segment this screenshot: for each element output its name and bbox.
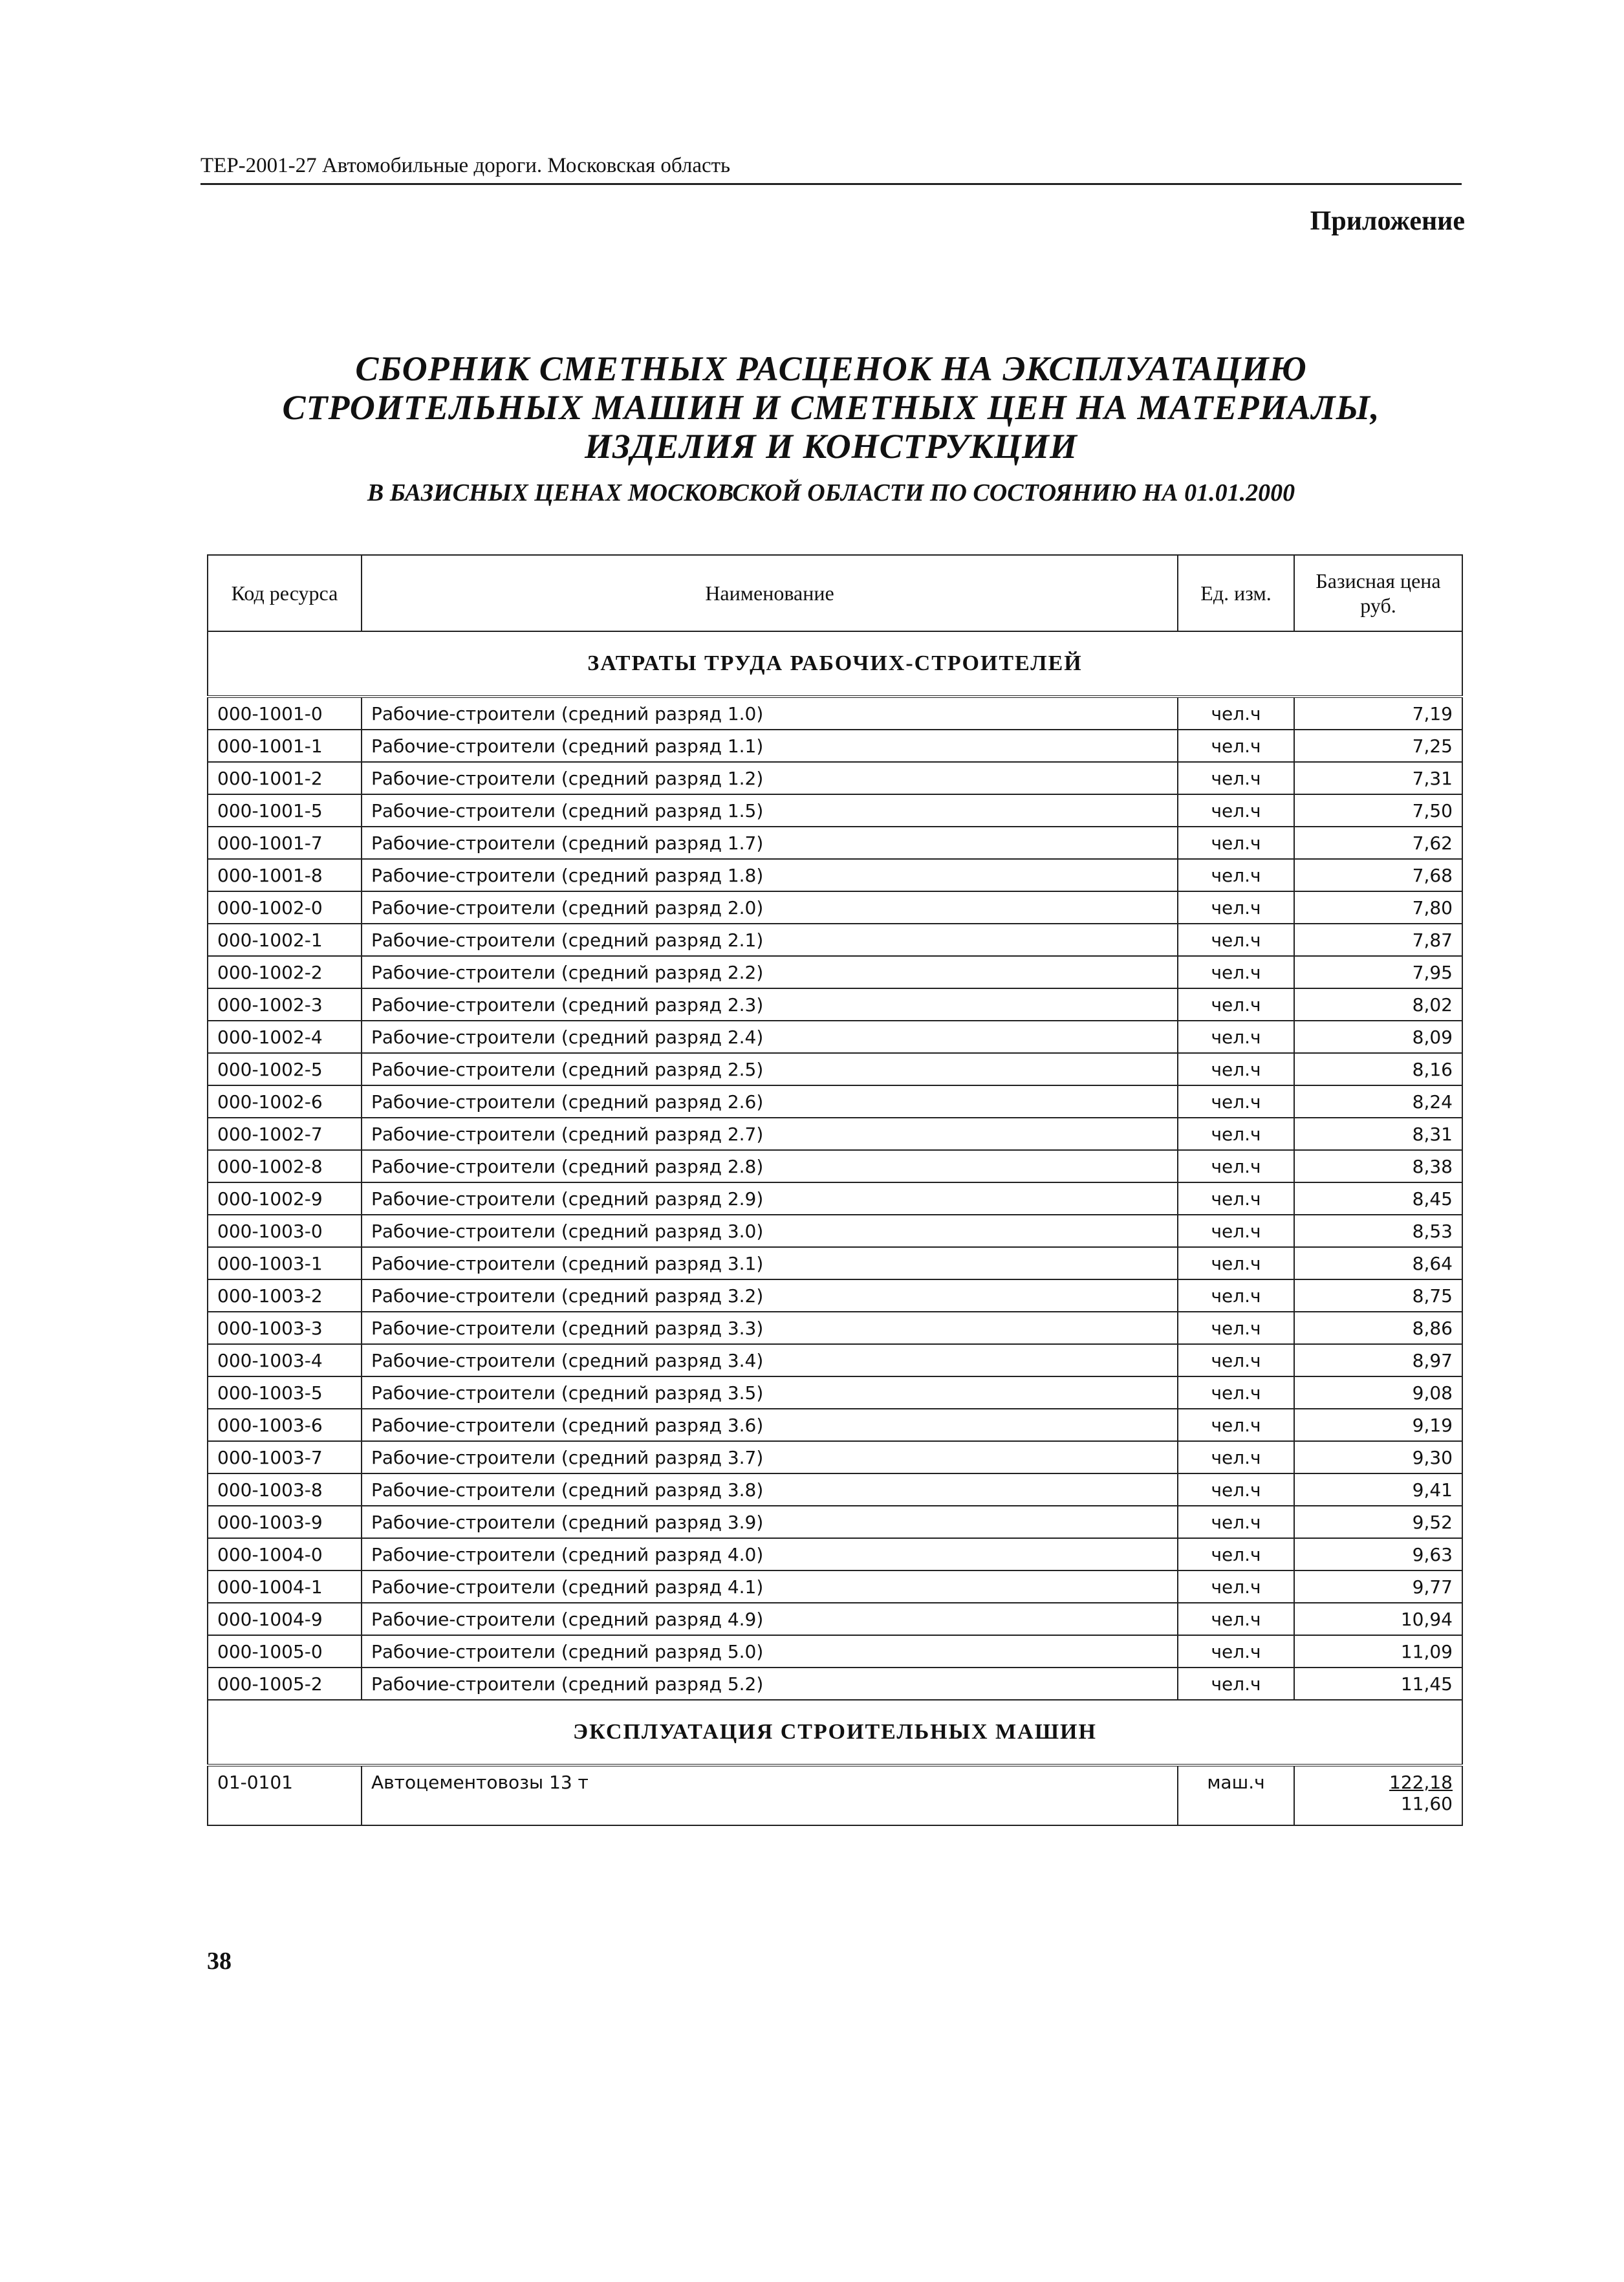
resource-unit: чел.ч bbox=[1178, 1441, 1294, 1473]
resource-name: Рабочие-строители (средний разряд 1.5) bbox=[362, 794, 1178, 827]
resource-name: Рабочие-строители (средний разряд 3.6) bbox=[362, 1409, 1178, 1441]
appendix-label: Приложение bbox=[1310, 206, 1465, 236]
resource-unit: чел.ч bbox=[1178, 730, 1294, 762]
resource-price: 8,24 bbox=[1294, 1085, 1462, 1118]
table-row bbox=[208, 1279, 1462, 1312]
table-row bbox=[208, 1344, 1462, 1376]
resource-code: 000-1005-0 bbox=[208, 1635, 362, 1668]
resource-code: 000-1003-7 bbox=[208, 1441, 362, 1473]
table-row bbox=[208, 1021, 1462, 1053]
table-row bbox=[208, 1085, 1462, 1118]
table-header-row bbox=[208, 555, 1462, 631]
section-machines-title: ЭКСПЛУАТАЦИЯ СТРОИТЕЛЬНЫХ МАШИН bbox=[208, 1700, 1462, 1765]
table-row bbox=[208, 1182, 1462, 1215]
resource-unit: чел.ч bbox=[1178, 794, 1294, 827]
resource-code: 000-1002-4 bbox=[208, 1021, 362, 1053]
resource-unit: чел.ч bbox=[1178, 1603, 1294, 1635]
resource-price: 9,52 bbox=[1294, 1506, 1462, 1538]
resource-name: Рабочие-строители (средний разряд 3.0) bbox=[362, 1215, 1178, 1247]
resource-name: Автоцементовозы 13 т bbox=[362, 1765, 1178, 1825]
resource-unit: чел.ч bbox=[1178, 988, 1294, 1021]
resource-name: Рабочие-строители (средний разряд 2.7) bbox=[362, 1118, 1178, 1150]
resource-name: Рабочие-строители (средний разряд 3.3) bbox=[362, 1312, 1178, 1344]
resource-price: 8,02 bbox=[1294, 988, 1462, 1021]
resource-code: 000-1002-0 bbox=[208, 891, 362, 924]
resource-unit: чел.ч bbox=[1178, 1085, 1294, 1118]
resource-code: 000-1002-6 bbox=[208, 1085, 362, 1118]
resource-code: 000-1003-5 bbox=[208, 1376, 362, 1409]
resource-price: 7,80 bbox=[1294, 891, 1462, 924]
header-code: Код ресурса bbox=[208, 555, 362, 631]
table-row bbox=[208, 1312, 1462, 1344]
resource-price: 9,77 bbox=[1294, 1570, 1462, 1603]
resource-name: Рабочие-строители (средний разряд 2.4) bbox=[362, 1021, 1178, 1053]
resource-name: Рабочие-строители (средний разряд 3.1) bbox=[362, 1247, 1178, 1279]
resource-code: 000-1004-9 bbox=[208, 1603, 362, 1635]
resource-code: 000-1003-2 bbox=[208, 1279, 362, 1312]
resource-code: 000-1001-0 bbox=[208, 697, 362, 730]
resource-name: Рабочие-строители (средний разряд 2.9) bbox=[362, 1182, 1178, 1215]
resource-price: 11,45 bbox=[1294, 1668, 1462, 1700]
resource-name: Рабочие-строители (средний разряд 2.0) bbox=[362, 891, 1178, 924]
resource-name: Рабочие-строители (средний разряд 2.5) bbox=[362, 1053, 1178, 1085]
resource-price: 11,09 bbox=[1294, 1635, 1462, 1668]
resource-name: Рабочие-строители (средний разряд 2.2) bbox=[362, 956, 1178, 988]
resource-unit: чел.ч bbox=[1178, 1570, 1294, 1603]
table-row bbox=[208, 1506, 1462, 1538]
resource-name: Рабочие-строители (средний разряд 2.8) bbox=[362, 1150, 1178, 1182]
resource-code: 000-1001-2 bbox=[208, 762, 362, 794]
resource-unit: чел.ч bbox=[1178, 1182, 1294, 1215]
resource-price: 8,53 bbox=[1294, 1215, 1462, 1247]
table-row bbox=[208, 730, 1462, 762]
resource-code: 000-1002-1 bbox=[208, 924, 362, 956]
table-row bbox=[208, 891, 1462, 924]
resource-code: 000-1002-5 bbox=[208, 1053, 362, 1085]
resource-unit: чел.ч bbox=[1178, 697, 1294, 730]
title-line-1: СБОРНИК СМЕТНЫХ РАСЦЕНОК НА ЭКСПЛУАТАЦИЮ bbox=[355, 349, 1307, 388]
table-row bbox=[208, 1215, 1462, 1247]
resource-price: 9,63 bbox=[1294, 1538, 1462, 1570]
resource-name: Рабочие-строители (средний разряд 4.9) bbox=[362, 1603, 1178, 1635]
resource-code: 000-1001-1 bbox=[208, 730, 362, 762]
resource-unit: чел.ч bbox=[1178, 1473, 1294, 1506]
resource-unit: чел.ч bbox=[1178, 1150, 1294, 1182]
resource-code: 000-1004-1 bbox=[208, 1570, 362, 1603]
resource-code: 000-1003-1 bbox=[208, 1247, 362, 1279]
resource-price: 7,31 bbox=[1294, 762, 1462, 794]
table-row bbox=[208, 924, 1462, 956]
resource-code: 000-1001-5 bbox=[208, 794, 362, 827]
resource-name: Рабочие-строители (средний разряд 4.0) bbox=[362, 1538, 1178, 1570]
resource-name: Рабочие-строители (средний разряд 1.8) bbox=[362, 859, 1178, 891]
table-row bbox=[208, 697, 1462, 730]
resource-code: 000-1002-9 bbox=[208, 1182, 362, 1215]
table-row bbox=[208, 827, 1462, 859]
resource-unit: чел.ч bbox=[1178, 762, 1294, 794]
document-title bbox=[200, 349, 1462, 466]
resource-code: 000-1004-0 bbox=[208, 1538, 362, 1570]
table-row bbox=[208, 1247, 1462, 1279]
resource-unit: чел.ч bbox=[1178, 956, 1294, 988]
resource-code: 000-1002-8 bbox=[208, 1150, 362, 1182]
header-unit: Ед. изм. bbox=[1178, 555, 1294, 631]
price-wages: 11,60 bbox=[1400, 1793, 1453, 1814]
table-row bbox=[208, 1570, 1462, 1603]
resource-unit: чел.ч bbox=[1178, 924, 1294, 956]
header-price-line-2: руб. bbox=[1360, 594, 1396, 617]
resource-unit: чел.ч bbox=[1178, 1409, 1294, 1441]
resource-price: 8,45 bbox=[1294, 1182, 1462, 1215]
running-title: ТЕР-2001-27 Автомобильные дороги. Московская область bbox=[200, 154, 731, 177]
header-price bbox=[1294, 555, 1462, 631]
resource-price: 9,19 bbox=[1294, 1409, 1462, 1441]
resource-name: Рабочие-строители (средний разряд 2.3) bbox=[362, 988, 1178, 1021]
resource-price: 8,64 bbox=[1294, 1247, 1462, 1279]
section-labor bbox=[208, 631, 1462, 697]
resource-price: 9,30 bbox=[1294, 1441, 1462, 1473]
table-row bbox=[208, 859, 1462, 891]
resource-code: 000-1001-8 bbox=[208, 859, 362, 891]
resource-unit: чел.ч bbox=[1178, 827, 1294, 859]
table-row bbox=[208, 1441, 1462, 1473]
resource-name: Рабочие-строители (средний разряд 5.0) bbox=[362, 1635, 1178, 1668]
resource-price-table bbox=[207, 554, 1463, 1826]
resource-price: 7,19 bbox=[1294, 697, 1462, 730]
page-number: 38 bbox=[207, 1948, 232, 1975]
table-row bbox=[208, 794, 1462, 827]
resource-price: 7,95 bbox=[1294, 956, 1462, 988]
table-row bbox=[208, 1409, 1462, 1441]
resource-unit: чел.ч bbox=[1178, 891, 1294, 924]
resource-price: 7,62 bbox=[1294, 827, 1462, 859]
resource-unit: чел.ч bbox=[1178, 1247, 1294, 1279]
table-row bbox=[208, 1473, 1462, 1506]
resource-price: 7,68 bbox=[1294, 859, 1462, 891]
resource-name: Рабочие-строители (средний разряд 4.1) bbox=[362, 1570, 1178, 1603]
table-row bbox=[208, 1053, 1462, 1085]
table-row bbox=[208, 1118, 1462, 1150]
header-name: Наименование bbox=[362, 555, 1178, 631]
resource-name: Рабочие-строители (средний разряд 1.1) bbox=[362, 730, 1178, 762]
resource-code: 000-1001-7 bbox=[208, 827, 362, 859]
resource-code: 000-1003-9 bbox=[208, 1506, 362, 1538]
resource-name: Рабочие-строители (средний разряд 3.2) bbox=[362, 1279, 1178, 1312]
resource-price: 9,41 bbox=[1294, 1473, 1462, 1506]
price-total: 122,18 bbox=[1389, 1772, 1453, 1793]
resource-code: 000-1002-2 bbox=[208, 956, 362, 988]
resource-unit: чел.ч bbox=[1178, 1635, 1294, 1668]
resource-name: Рабочие-строители (средний разряд 2.6) bbox=[362, 1085, 1178, 1118]
table-row bbox=[208, 762, 1462, 794]
resource-code: 000-1003-0 bbox=[208, 1215, 362, 1247]
resource-price: 7,50 bbox=[1294, 794, 1462, 827]
resource-code: 000-1003-3 bbox=[208, 1312, 362, 1344]
resource-price bbox=[1294, 1765, 1462, 1825]
resource-name: Рабочие-строители (средний разряд 3.5) bbox=[362, 1376, 1178, 1409]
resource-price: 8,97 bbox=[1294, 1344, 1462, 1376]
document-subtitle: В БАЗИСНЫХ ЦЕНАХ МОСКОВСКОЙ ОБЛАСТИ ПО СОСТОЯНИЮ НА 01.01.2000 bbox=[367, 479, 1295, 506]
resource-code: 000-1003-8 bbox=[208, 1473, 362, 1506]
table-row bbox=[208, 1635, 1462, 1668]
resource-name: Рабочие-строители (средний разряд 5.2) bbox=[362, 1668, 1178, 1700]
resource-code: 000-1005-2 bbox=[208, 1668, 362, 1700]
resource-price: 8,86 bbox=[1294, 1312, 1462, 1344]
resource-price: 8,75 bbox=[1294, 1279, 1462, 1312]
table-row bbox=[208, 1376, 1462, 1409]
resource-unit: маш.ч bbox=[1178, 1765, 1294, 1825]
resource-name: Рабочие-строители (средний разряд 3.9) bbox=[362, 1506, 1178, 1538]
resource-unit: чел.ч bbox=[1178, 1053, 1294, 1085]
resource-price: 8,16 bbox=[1294, 1053, 1462, 1085]
resource-unit: чел.ч bbox=[1178, 1215, 1294, 1247]
resource-name: Рабочие-строители (средний разряд 3.8) bbox=[362, 1473, 1178, 1506]
section-machines bbox=[208, 1700, 1462, 1765]
resource-price: 10,94 bbox=[1294, 1603, 1462, 1635]
resource-code: 000-1003-4 bbox=[208, 1344, 362, 1376]
resource-name: Рабочие-строители (средний разряд 2.1) bbox=[362, 924, 1178, 956]
title-line-3: ИЗДЕЛИЯ И КОНСТРУКЦИИ bbox=[584, 427, 1078, 466]
resource-unit: чел.ч bbox=[1178, 1344, 1294, 1376]
resource-price: 7,87 bbox=[1294, 924, 1462, 956]
resource-code: 000-1002-3 bbox=[208, 988, 362, 1021]
resource-name: Рабочие-строители (средний разряд 1.0) bbox=[362, 697, 1178, 730]
resource-name: Рабочие-строители (средний разряд 1.7) bbox=[362, 827, 1178, 859]
header-price-line-1: Базисная цена bbox=[1315, 569, 1441, 592]
resource-unit: чел.ч bbox=[1178, 1312, 1294, 1344]
resource-unit: чел.ч bbox=[1178, 1538, 1294, 1570]
resource-name: Рабочие-строители (средний разряд 3.4) bbox=[362, 1344, 1178, 1376]
resource-price: 8,38 bbox=[1294, 1150, 1462, 1182]
section-labor-title: ЗАТРАТЫ ТРУДА РАБОЧИХ-СТРОИТЕЛЕЙ bbox=[208, 631, 1462, 697]
resource-unit: чел.ч bbox=[1178, 1279, 1294, 1312]
resource-unit: чел.ч bbox=[1178, 1021, 1294, 1053]
resource-unit: чел.ч bbox=[1178, 1376, 1294, 1409]
resource-unit: чел.ч bbox=[1178, 859, 1294, 891]
resource-name: Рабочие-строители (средний разряд 3.7) bbox=[362, 1441, 1178, 1473]
resource-price: 8,09 bbox=[1294, 1021, 1462, 1053]
table-row bbox=[208, 988, 1462, 1021]
table-row bbox=[208, 1150, 1462, 1182]
resource-unit: чел.ч bbox=[1178, 1668, 1294, 1700]
resource-price: 8,31 bbox=[1294, 1118, 1462, 1150]
resource-unit: чел.ч bbox=[1178, 1506, 1294, 1538]
table-row bbox=[208, 1538, 1462, 1570]
resource-name: Рабочие-строители (средний разряд 1.2) bbox=[362, 762, 1178, 794]
title-line-2: СТРОИТЕЛЬНЫХ МАШИН И СМЕТНЫХ ЦЕН НА МАТЕРИАЛЫ, bbox=[282, 388, 1380, 427]
resource-price: 9,08 bbox=[1294, 1376, 1462, 1409]
table-row bbox=[208, 956, 1462, 988]
resource-code: 01-0101 bbox=[208, 1765, 362, 1825]
resource-price: 7,25 bbox=[1294, 730, 1462, 762]
table-row bbox=[208, 1765, 1462, 1825]
resource-code: 000-1002-7 bbox=[208, 1118, 362, 1150]
resource-code: 000-1003-6 bbox=[208, 1409, 362, 1441]
resource-unit: чел.ч bbox=[1178, 1118, 1294, 1150]
header-rule bbox=[200, 183, 1462, 185]
table-row bbox=[208, 1668, 1462, 1700]
table-row bbox=[208, 1603, 1462, 1635]
